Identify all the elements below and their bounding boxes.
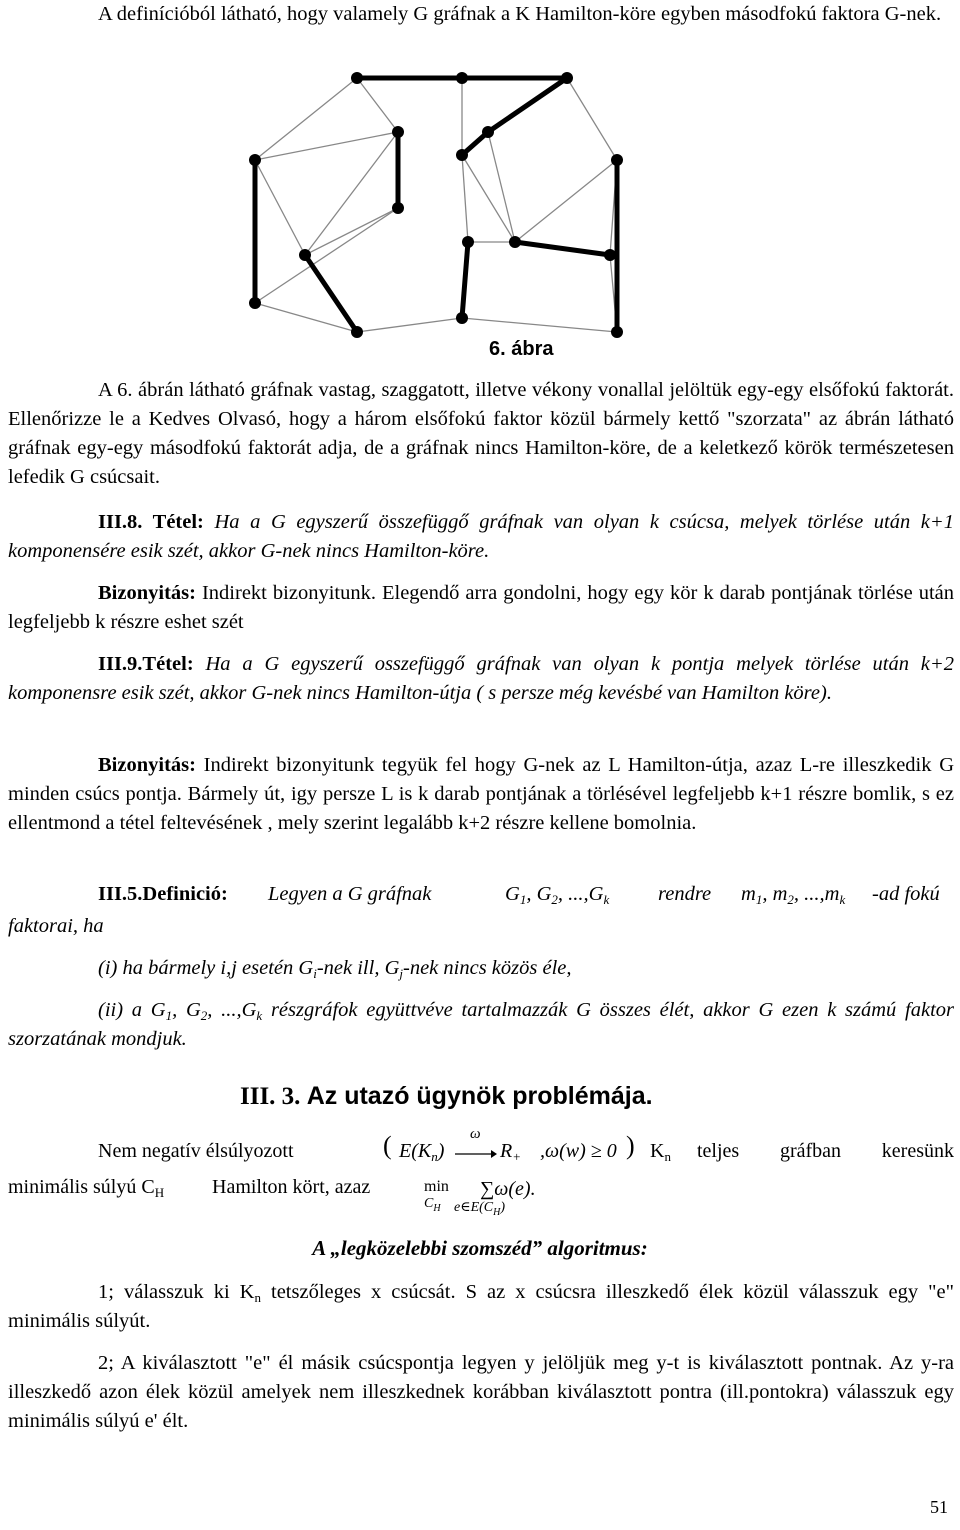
theorem-label: III.8. Tétel:	[98, 511, 204, 533]
graph-vertex	[392, 126, 404, 138]
sum-expression: ∑ω(e).	[480, 1178, 536, 1200]
tsp-text-4: minimális súlyú $C_H$	[8, 1176, 165, 1200]
graph-vertex	[462, 236, 474, 248]
thick-edge	[488, 78, 567, 132]
thin-edge	[305, 132, 398, 255]
graph-vertex	[249, 297, 261, 309]
graph-vertex	[299, 249, 311, 261]
graph-vertex	[392, 202, 404, 214]
thin-edge	[255, 160, 305, 255]
definition-text-4: faktorai, ha	[8, 915, 104, 937]
tsp-text-3: teljes gráfban keresünk	[697, 1140, 954, 1162]
arrow-icon	[455, 1148, 497, 1160]
proof-label: Bizonyitás:	[98, 754, 196, 776]
thin-edge	[305, 208, 398, 255]
definition-text-1: Legyen a G gráfnak	[268, 883, 432, 905]
thick-edge	[462, 242, 468, 318]
algorithm-step-2: 2; A kiválasztott "e" él másik csúcspontja legyen y jelöljük meg y-t is kiválasztott pontnak. Az y-ra illeszkedő azon élek közül amelyek nem illeszkednek korábban kiválasztott pontra (ill.pontokra) válasszuk egy minimális súlyú e' élt.	[8, 1352, 954, 1432]
algorithm-step-1: 1; válasszuk ki $K_n$ tetszőleges x csúcsát. S az x csúcsra illeszkedő élek közül válasszuk egy "e" minimális súlyút.	[8, 1281, 954, 1332]
factor-list: $G_1$, $G_2$, $...,G_k$	[150, 999, 263, 1023]
thin-edge	[515, 160, 617, 242]
proof-text: Indirekt bizonyitunk tegyük fel hogy G-nek az L Hamilton-útja, azaz L-re illeszkedik G minden csúcs pontja. Bármely út, igy persze L is k darab pontjának a törlésével legfeljebb k+1 részre bomlik, s ez ellentmond a tétel feltevésének , mely szerint legalább k+2 részre kellene bomolnia.	[8, 754, 955, 834]
thin-edge	[255, 132, 398, 160]
section-heading: III. 3. Az utazó ügynök problémája.	[240, 1082, 653, 1110]
thin-edge	[462, 155, 515, 242]
thick-edge	[305, 255, 357, 332]
factor-list: $G_1$, $G_2$, $...,G_k$	[505, 883, 610, 907]
graph-vertex	[604, 249, 616, 261]
graph-vertex	[611, 154, 623, 166]
min-operator: min	[424, 1178, 449, 1195]
graph-vertex	[351, 72, 363, 84]
thin-edge	[488, 132, 515, 242]
graph-vertex	[456, 312, 468, 324]
formula-omega: ω	[470, 1126, 481, 1142]
sum-subscript: $e\in E(C_H)$	[454, 1200, 506, 1218]
document-page: A definícióból látható, hogy valamely G gráfnak a K Hamilton-köre egyben másodfokú faktora G-nek. 6. ábra A 6. ábrán látható gráfnak vastag, szaggatott, illetve vékony vonallal jelöltük egy-egy elsőfokú faktorát. Ellenőrizze le a Kedves Olvasó, hogy a három elsőfokú faktor közül bármely kettő "szorzata" az ábrán látható gráfnak egy-egy másodfokú faktorát adja, de a gráfnak nincs Hamilton-köre, de a keletkező körök természetesen lefedik G csúcsait. III.8. Tétel: Ha a G egyszerű összefüggő gráfnak van olyan k csúcsa, melyek törlése után k+1 komponensére esik szét, akkor G-nek nincs Hamilton-köre. Bizonyitás: Indirekt bizonyitunk. Elegendő arra gondolni, hogy egy kör k darab pontjának törlése után legfeljebb k részre eshet szét III.9.Tétel: Ha a G egyszerű osszefüggő gráfnak van olyan k pontja melyek törlése után k+2 komponensre esik szét, akkor G-nek nincs Hamilton-útja ( s persze még kevésbé van Hamilton köre). Bizonyitás: Indirekt bizonyitunk tegyük fel hogy G-nek az L Hamilton-útja, azaz L-re illeszkedik G minden csúcs pontja. Bármely út, igy persze L is k darab pontjának a törlésével legfeljebb k+1 részre bomlik, s ez ellentmond a tétel feltevésének , mely szerint legalább k+2 részre kellene bomolnia. III.5.Definició: Legyen a G gráfnak $G_1$, $G_2$, $...,G_k$ rendre $m_1$, $m_2$, $...,m_k$ -ad fokú faktorai, ha (i) ha bármely i,j esetén $G_i$-nek ill, $G_j$-nek nincs közös éle, (ii) a $G_1$, $G_2$, $...,G_k$ részgráfok együttvéve tartalmazzák G összes élét, akkor G ezen k számú faktor szorzatának mondjuk. III. 3. Az utazó ügynök problémája. Nem negatív élsúlyozott ( $E(K_n)$ ω $R_+$ ,ω(w) ≥ 0 ) $K_n$ teljes gráfban keresünk minimális súlyú $C_H$ Hamilton kört, azaz min $C_H$ ∑ω(e). $e\in E(C_H)$ A „legközelebbi szomszéd” algoritmus: 1; válasszuk ki $K_n$ tetszőleges x csúcsát. S az x csúcsra illeszkedő élek közül válasszuk egy "e" minimális súlyút. 2; A kiválasztott "e" él másik csúcspontja legyen y jelöljük meg y-t is kiválasztott pontnak. Az y-ra illeszkedő azon élek közül amelyek nem illeszkednek korábban kiválasztott pontra (ill.pontokra) válasszuk egy minimális súlyú e' élt. 51	[0, 0, 960, 1530]
page-number: 51	[930, 1497, 948, 1517]
proof-label: Bizonyitás:	[98, 582, 196, 604]
graph-vertex	[509, 236, 521, 248]
graph-vertex	[456, 72, 468, 84]
figure-explanation: A 6. ábrán látható gráfnak vastag, szaggatott, illetve vékony vonallal jelöltük egy-egy elsőfokú faktorát. Ellenőrizze le a Kedves Olvasó, hogy a három elsőfokú faktor közül bármely kettő "szorzata" az ábrán látható gráfnak egy-egy másodfokú faktorát adja, de a gráfnak nincs Hamilton-köre, de a keletkező körök természetesen lefedik G csúcsait.	[8, 379, 954, 488]
graph-vertex	[561, 72, 573, 84]
theorem-iii-8	[8, 508, 954, 566]
thin-edge	[255, 78, 357, 160]
algorithm-title: A „legközelebbi szomszéd” algoritmus:	[312, 1236, 648, 1260]
formula-reals: $R_+$	[500, 1140, 521, 1164]
proof-iii-8	[8, 579, 954, 637]
theorem-text: Ha a G egyszerű osszefüggő gráfnak van olyan k pontja melyek törlése után k+2 komponensre esik szét, akkor G-nek nincs Hamilton-útja ( s persze még kevésbé van Hamilton köre).	[8, 653, 954, 704]
graph-vertex	[351, 326, 363, 338]
tsp-text-1: Nem negatív élsúlyozott	[98, 1140, 294, 1162]
thick-edge	[515, 242, 610, 255]
degree-list: $m_1$, $m_2$, $...,m_k$	[741, 883, 846, 907]
min-subscript: $C_H$	[424, 1196, 441, 1214]
figure-caption: 6. ábra	[489, 338, 554, 360]
intro-paragraph: A definícióból látható, hogy valamely G gráfnak a K Hamilton-köre egyben másodfokú faktora G-nek.	[98, 3, 942, 25]
theorem-text: Ha a G egyszerű összefüggő gráfnak van olyan k csúcsa, melyek törlése után k+1 komponensére esik szét, akkor G-nek nincs Hamilton-köre.	[8, 511, 954, 562]
definition-condition-i: (i) ha bármely i,j esetén $G_i$-nek ill, $G_j$-nek nincs közös éle,	[98, 957, 572, 981]
thin-edge	[462, 318, 617, 332]
theorem-iii-9	[8, 650, 954, 708]
graph-vertex	[611, 326, 623, 338]
proof-iii-9	[8, 751, 954, 838]
thin-edge	[462, 155, 468, 242]
graph-vertex	[456, 149, 468, 161]
thin-edge	[357, 318, 462, 332]
complete-graph: $K_n$	[650, 1140, 671, 1164]
formula-weight: ,ω(w) ≥ 0	[540, 1140, 617, 1162]
theorem-label: III.9.Tétel:	[98, 653, 194, 675]
thin-edge	[567, 78, 617, 160]
definition-condition-ii: (ii) a $G_1$, $G_2$, $...,G_k$ részgráfok együttvéve tartalmazzák G összes élét, akkor G ezen k számú faktor szorzatának mondjuk.	[8, 999, 954, 1050]
formula-edge-set: $E(K_n)$	[399, 1140, 445, 1164]
definition-label: III.5.Definició:	[98, 883, 228, 905]
thin-edge	[357, 78, 398, 132]
graph-vertex	[482, 126, 494, 138]
graph-figure	[240, 45, 800, 340]
graph-vertex	[249, 154, 261, 166]
tsp-text-5: Hamilton kört, azaz	[212, 1176, 371, 1198]
proof-text: Indirekt bizonyitunk. Elegendő arra gondolni, hogy egy kör k darab pontjának törlése után legfeljebb k részre eshet szét	[8, 582, 955, 633]
definition-text-2: rendre	[658, 883, 712, 905]
definition-text-3: -ad fokú	[872, 883, 940, 905]
